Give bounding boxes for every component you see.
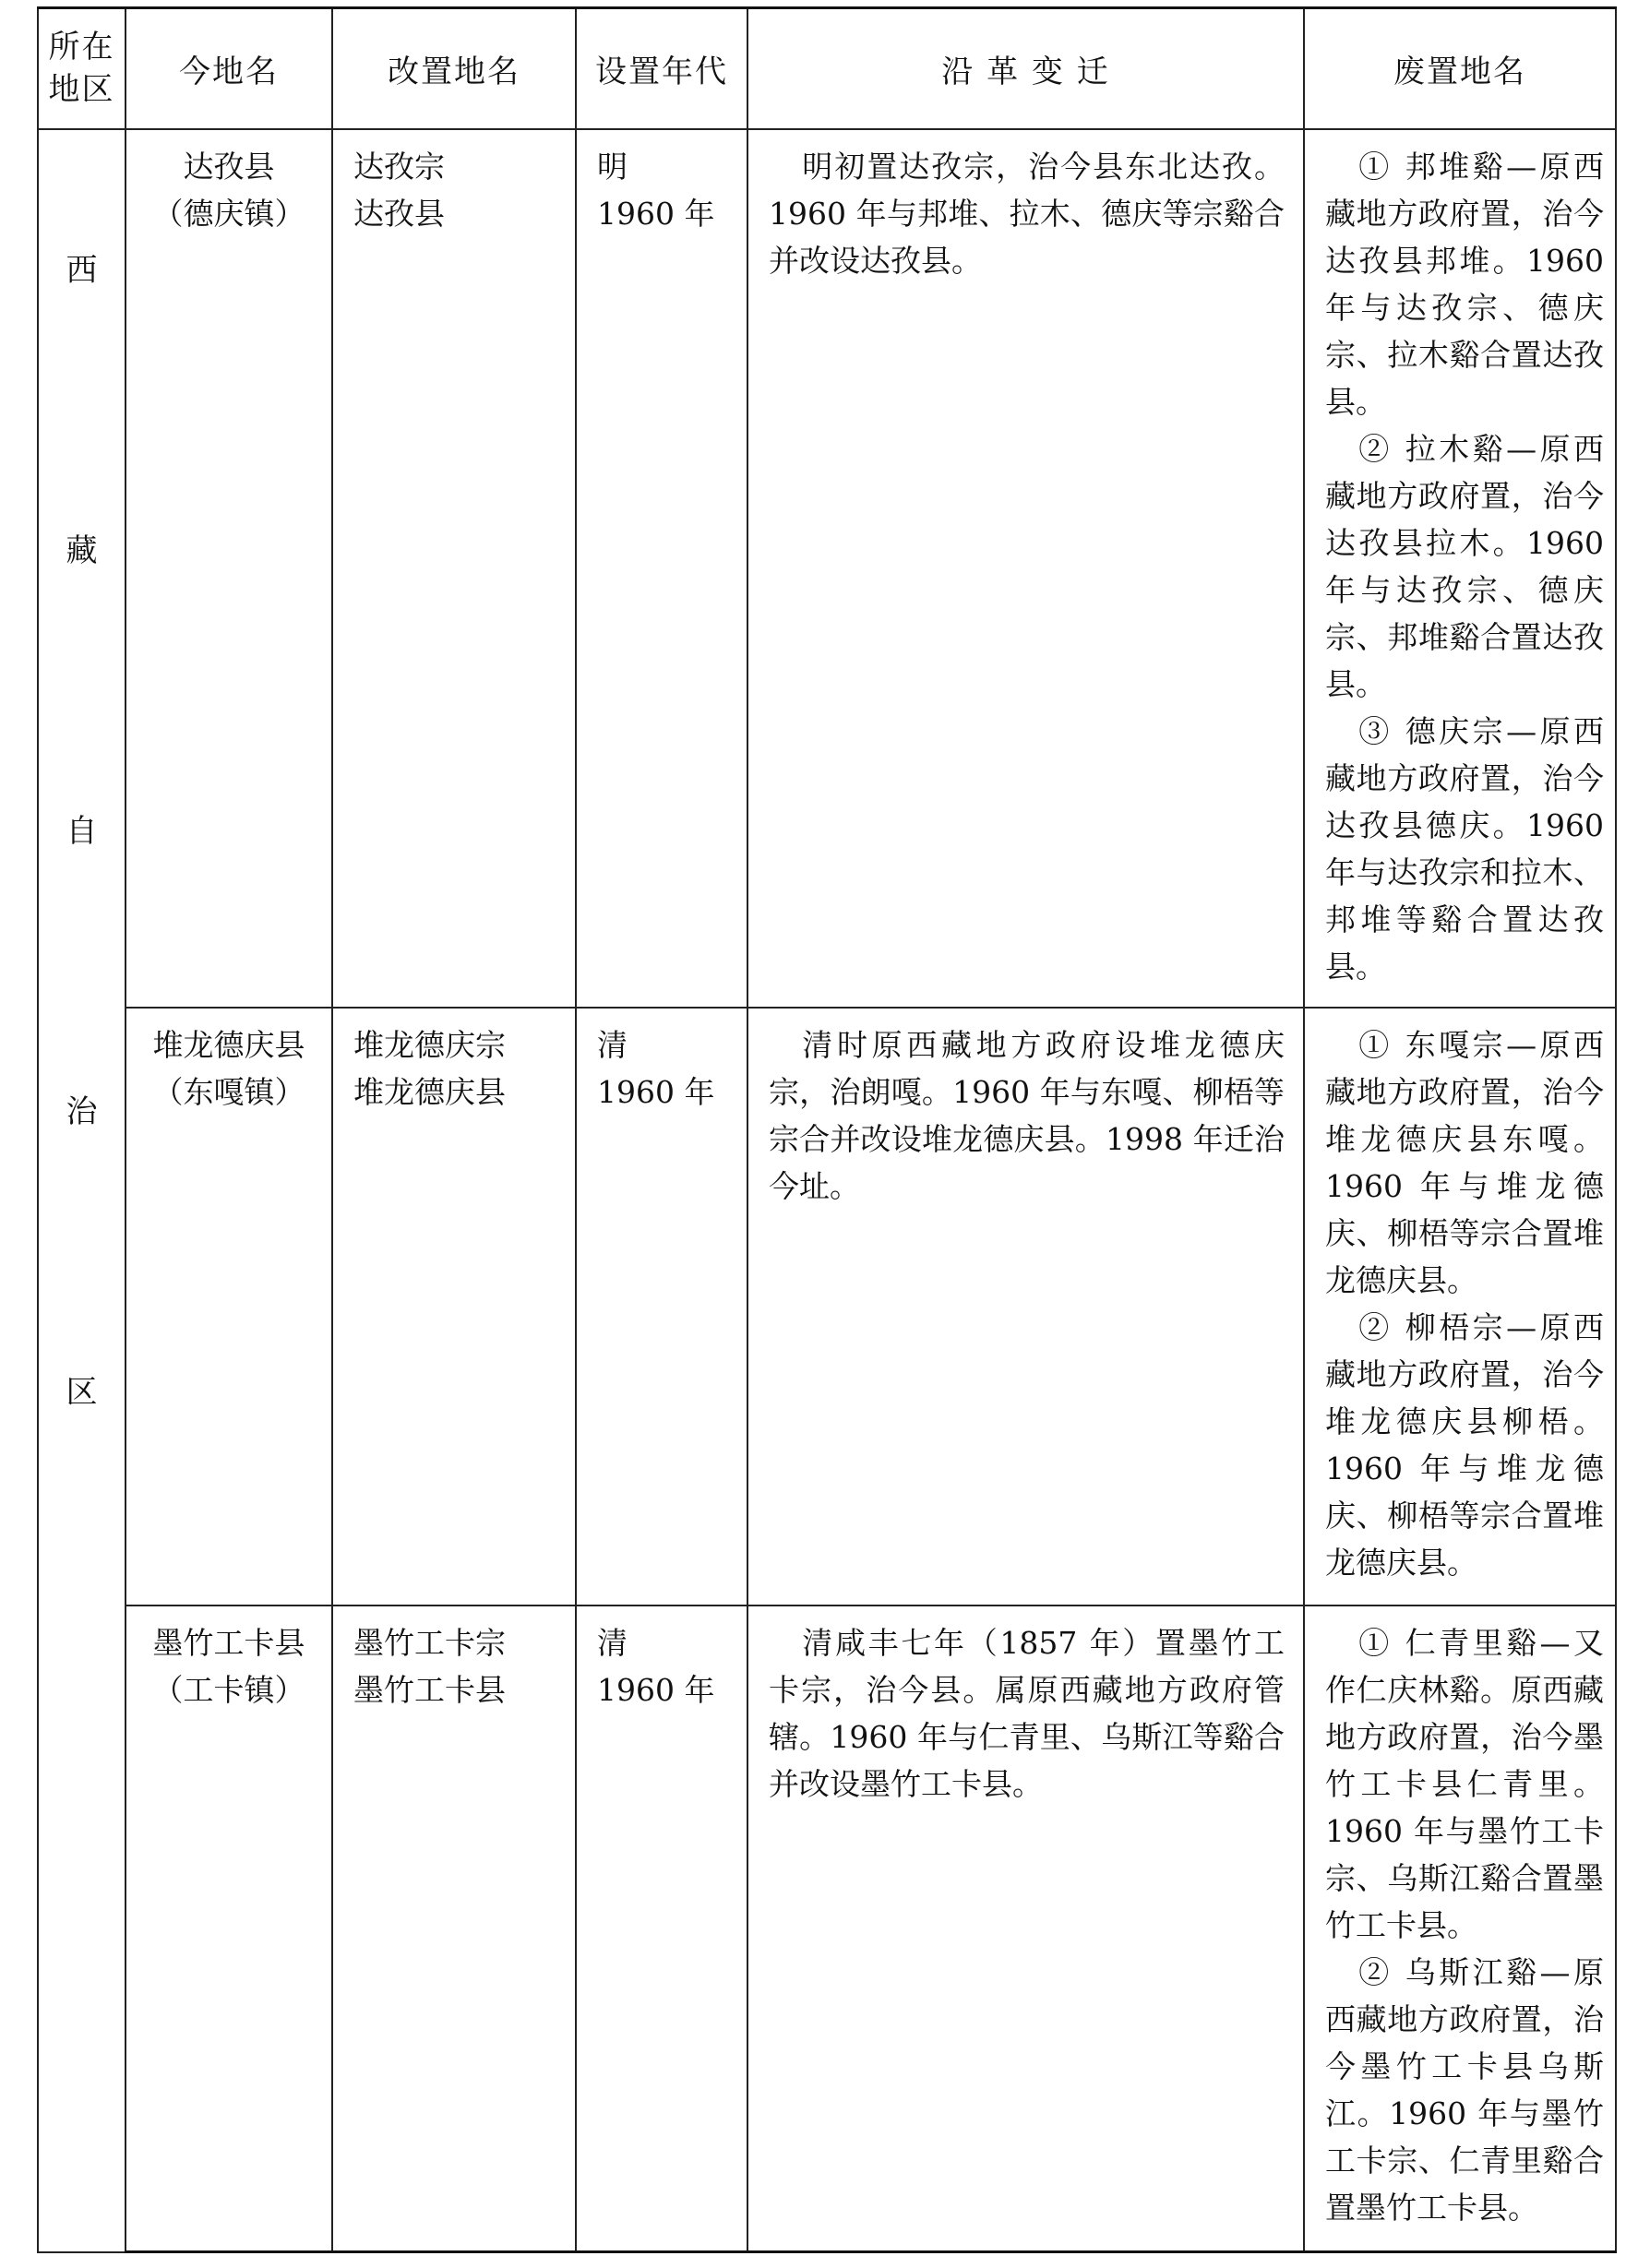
reorganized-name: 墨竹工卡宗 (353, 1624, 506, 1661)
header-region-line2: 地区 (48, 71, 115, 109)
header-current-name: 今地名 (126, 8, 332, 129)
table-row (38, 1606, 1616, 2252)
current-seat: （东嘎镇） (152, 1073, 305, 1110)
current-seat: （德庆镇） (152, 195, 305, 232)
reorganized-name: 墨竹工卡县 (353, 1671, 506, 1708)
abolished-entry: ② 乌斯江谿—原西藏地方政府置，治今墨竹工卡县乌斯江。1960 年与墨竹工卡宗、仁青里谿合置墨竹工卡县。 (1325, 1953, 1604, 2226)
reorganized-name: 堆龙德庆县 (353, 1073, 506, 1110)
reorganized-name-cell (332, 1606, 576, 2252)
current-name: 达孜县 (183, 148, 275, 185)
established-era: 清 (597, 1026, 628, 1063)
header-row (38, 8, 1616, 129)
abolished-entry: ③ 德庆宗—原西藏地方政府置，治今达孜县德庆。1960 年与达孜宗和拉木、邦堆等谿合置达孜县。 (1325, 712, 1604, 985)
gazetteer-table (37, 6, 1617, 2253)
header-region-line1: 所在 (48, 29, 115, 66)
history-text: 清时原西藏地方政府设堆龙德庆宗，治朗嘎。1960 年与东嘎、柳梧等宗合并改设堆龙德庆县。1998 年迁治今址。 (769, 1026, 1285, 1204)
reorganized-name-cell (332, 129, 576, 1008)
header-abolished: 废置地名 (1304, 8, 1616, 129)
current-name-cell (126, 1606, 332, 2252)
current-name-cell (126, 129, 332, 1008)
abolished-entry: ① 仁青里谿—又作仁庆林谿。原西藏地方政府置，治今墨竹工卡县仁青里。1960 年与墨竹工卡宗、乌斯江谿合置墨竹工卡县。 (1325, 1624, 1604, 1943)
reorganized-name: 达孜县 (353, 195, 445, 232)
region-name (39, 130, 125, 1533)
current-name-cell (126, 1008, 332, 1606)
abolished-entry: ① 东嘎宗—原西藏地方政府置，治今堆龙德庆县东嘎。1960 年与堆龙德庆、柳梧等宗合置堆龙德庆县。 (1325, 1026, 1604, 1298)
established-era: 明 (597, 148, 628, 185)
established-year: 1960 年 (597, 1671, 715, 1708)
reorganized-name: 堆龙德庆宗 (353, 1026, 506, 1063)
history-cell (747, 1008, 1304, 1606)
header-established: 设置年代 (576, 8, 747, 129)
current-name: 堆龙德庆县 (152, 1026, 305, 1063)
established-cell (576, 129, 747, 1008)
abolished-cell (1304, 1008, 1616, 1606)
header-history: 沿 革 变 迁 (747, 8, 1304, 129)
established-year: 1960 年 (597, 1073, 715, 1110)
region-char: 自 (66, 812, 98, 850)
region-char: 藏 (66, 531, 98, 569)
established-cell (576, 1008, 747, 1606)
table-row (38, 1008, 1616, 1606)
history-text: 清咸丰七年（1857 年）置墨竹工卡宗，治今县。属原西藏地方政府管辖。1960 年与仁青里、乌斯江等谿合并改设墨竹工卡县。 (769, 1624, 1285, 1802)
region-char: 西 (66, 251, 98, 289)
abolished-cell (1304, 1606, 1616, 2252)
reorganized-name: 达孜宗 (353, 148, 445, 185)
region-cell (38, 129, 126, 2252)
header-reorganized-name: 改置地名 (332, 8, 576, 129)
abolished-entry: ② 拉木谿—原西藏地方政府置，治今达孜县拉木。1960 年与达孜宗、德庆宗、邦堆谿合置达孜县。 (1325, 430, 1604, 702)
header-region (38, 8, 126, 129)
established-era: 清 (597, 1624, 628, 1661)
reorganized-name-cell (332, 1008, 576, 1606)
abolished-entry: ② 柳梧宗—原西藏地方政府置，治今堆龙德庆县柳梧。1960 年与堆龙德庆、柳梧等宗合置堆龙德庆县。 (1325, 1308, 1604, 1581)
current-name: 墨竹工卡县 (152, 1624, 305, 1661)
table-row (38, 129, 1616, 1008)
region-char: 区 (66, 1373, 98, 1411)
history-cell (747, 129, 1304, 1008)
history-cell (747, 1606, 1304, 2252)
abolished-cell (1304, 129, 1616, 1008)
history-text: 明初置达孜宗，治今县东北达孜。1960 年与邦堆、拉木、德庆等宗谿合并改设达孜县。 (769, 148, 1285, 279)
established-cell (576, 1606, 747, 2252)
current-seat: （工卡镇） (152, 1671, 305, 1708)
established-year: 1960 年 (597, 195, 715, 232)
region-char: 治 (66, 1092, 98, 1130)
abolished-entry: ① 邦堆谿—原西藏地方政府置，治今达孜县邦堆。1960 年与达孜宗、德庆宗、拉木谿合置达孜县。 (1325, 148, 1604, 420)
